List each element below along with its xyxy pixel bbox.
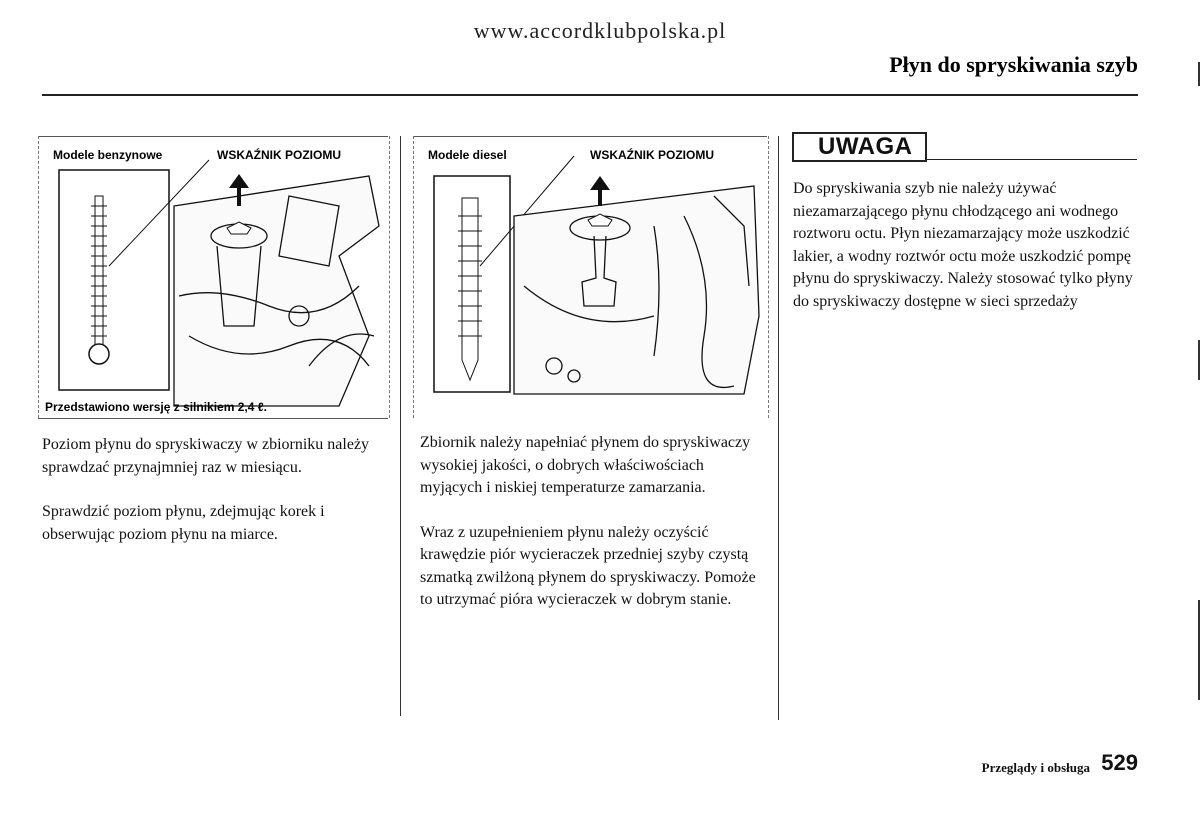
paragraph: Poziom płynu do spryskiwaczy w zbiorniku należy sprawdzać przynajmniej raz w miesiącu. (42, 436, 370, 476)
figure-petrol (38, 136, 390, 418)
paragraph: Wraz z uzupełnieniem płynu należy oczyścić krawędzie piór wycieraczek przedniej szyby czystą szmatką zwilżoną płynem do spryskiwaczy. Pomoże to utrzymać pióra wycieraczek w dobrym stanie. (420, 523, 756, 608)
paragraph: Zbiornik należy napełniać płynem do spryskiwaczy wysokiej jakości, o dobrych właściwościach myjących i niskiej temperaturze zamarzania. (420, 434, 751, 496)
figure-indicator-label: WSKAŹNIK POZIOMU (590, 148, 714, 162)
warning-rule (927, 159, 1137, 160)
column-divider (400, 136, 401, 716)
figure-model-label: Modele diesel (428, 148, 507, 162)
figure-model-label: Modele benzynowe (53, 148, 163, 162)
figure-indicator-label: WSKAŹNIK POZIOMU (217, 148, 341, 162)
warning-heading: UWAGA (792, 132, 927, 162)
column-mid-text (420, 432, 770, 634)
diesel-engine-illustration (414, 136, 768, 418)
figure-diesel (413, 136, 769, 418)
site-url: www.accordklubpolska.pl (473, 18, 727, 43)
warning-text: Do spryskiwania szyb nie należy używać niezamarzającego płynu chłodzącego ani wodnego roztworu octu. Płyn niezamarzający może uszkodzić lakier, a wodny roztwór octu może uszkodzić pompę płynu do spryskiwaczy. Należy stosować tylko płyny do spryskiwaczy dostępne w sieci sprzedaży (793, 180, 1133, 310)
column-divider (778, 136, 779, 720)
figure-caption: Przedstawiono wersję z silnikiem 2,4 ℓ. (45, 400, 267, 414)
figure-bottom-rule (38, 418, 388, 419)
column-left-text (42, 434, 382, 568)
header-rule (42, 94, 1138, 96)
petrol-engine-illustration (39, 136, 389, 418)
paragraph: Sprawdzić poziom płynu, zdejmując korek i obserwując poziom płynu na miarce. (42, 503, 325, 543)
page-title: Płyn do spryskiwania szyb (889, 52, 1138, 77)
page-number: 529 (1101, 750, 1138, 775)
footer-section-title: Przeglądy i obsługa (981, 760, 1090, 775)
